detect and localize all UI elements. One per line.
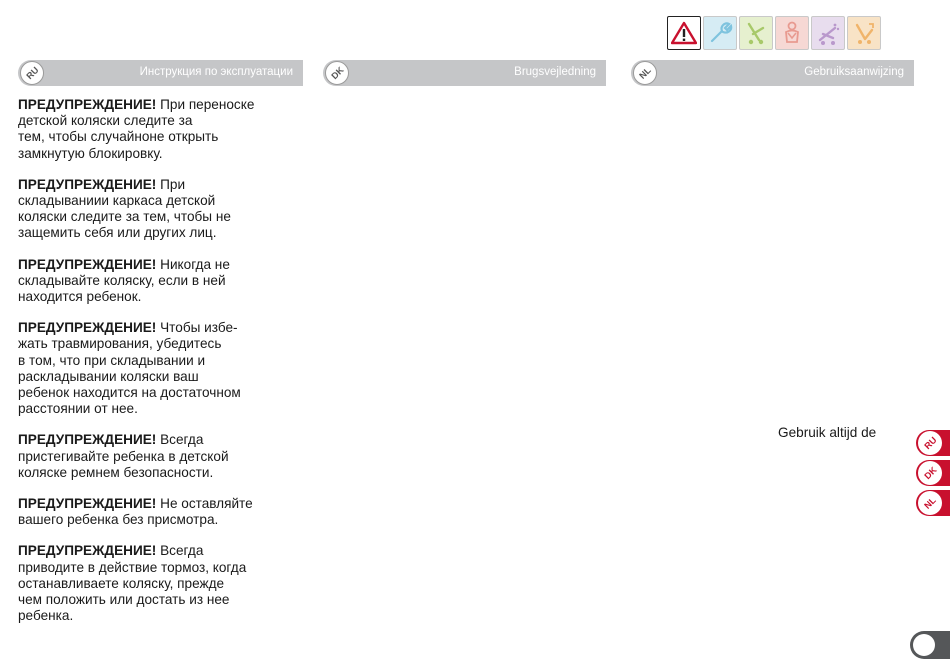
warning-paragraph xyxy=(18,177,303,242)
warning-text: При складываниии каркаса детской коляски следите за тем, чтобы не защемить себя или других лиц. xyxy=(18,176,231,241)
warning-paragraph xyxy=(18,543,303,624)
warning-paragraph xyxy=(18,432,303,481)
lang-badge-nl: NL xyxy=(633,61,657,85)
warning-label: ПРЕДУПРЕЖДЕНИЕ! xyxy=(18,432,157,448)
lang-tab-badge: DK xyxy=(918,461,942,485)
column-header-dk xyxy=(323,60,606,86)
column-title-nl: Gebruiksaanwijzing xyxy=(804,66,904,78)
warning-label: ПРЕДУПРЕЖДЕНИЕ! xyxy=(18,543,157,559)
warning-icon[interactable] xyxy=(667,16,701,50)
wrench-icon[interactable] xyxy=(703,16,737,50)
lang-tab-ru[interactable] xyxy=(916,430,950,456)
warning-text: Всегда пристегивайте ребенка в детской коляске ремнем безопасности. xyxy=(18,432,229,480)
ru-text-column xyxy=(18,97,303,639)
warning-text: Чтобы избе- жать травмирования, убедитесь в том, что при складывании и раскладывании коляски ваш ребенок находится на достаточном расстоянии от нее. xyxy=(18,320,241,417)
column-title-dk: Brugsvejledning xyxy=(514,66,596,78)
warning-label: ПРЕДУПРЕЖДЕНИЕ! xyxy=(18,97,157,112)
page-indicator-dot xyxy=(913,634,935,656)
warning-label: ПРЕДУПРЕЖДЕНИЕ! xyxy=(18,496,157,512)
lang-badge-dk: DK xyxy=(325,61,349,85)
warning-paragraph xyxy=(18,320,303,417)
warning-text: При переноске детской коляски следите за тем, чтобы случайноне открыть замкнутую блокировку. xyxy=(18,97,255,161)
stroller-icon[interactable] xyxy=(739,16,773,50)
warning-label: ПРЕДУПРЕЖДЕНИЕ! xyxy=(18,176,157,192)
lang-tab-badge: NL xyxy=(918,491,942,515)
warning-paragraph xyxy=(18,257,303,306)
warning-text: Не оставляйте вашего ребенка без присмотра. xyxy=(18,496,253,528)
lang-tab-dk[interactable] xyxy=(916,460,950,486)
column-title-ru: Инструкция по эксплуатации xyxy=(139,66,293,78)
column-header-ru xyxy=(18,60,303,86)
warning-paragraph xyxy=(18,97,303,162)
warning-label: ПРЕДУПРЕЖДЕНИЕ! xyxy=(18,320,157,336)
warning-text: Никогда не складывайте коляску, если в ней находится ребенок. xyxy=(18,256,230,305)
icon-strip xyxy=(667,16,883,50)
warning-paragraph xyxy=(18,496,303,528)
cleaning-icon[interactable] xyxy=(811,16,845,50)
column-header-nl xyxy=(631,60,914,86)
lang-tab-badge: RU xyxy=(918,431,942,455)
warning-text: Всегда приводите в действие тормоз, когда останавливаете коляску, прежде чем положить или достать из нее ребенка. xyxy=(18,543,247,624)
warning-label: ПРЕДУПРЕЖДЕНИЕ! xyxy=(18,256,157,272)
lang-badge-ru: RU xyxy=(20,61,44,85)
child-harness-icon[interactable] xyxy=(775,16,809,50)
page-indicator-tab[interactable] xyxy=(910,631,950,659)
stroller-fold-icon[interactable] xyxy=(847,16,881,50)
nl-text-fragment: Gebruik altijd de xyxy=(778,425,877,440)
lang-tab-nl[interactable] xyxy=(916,490,950,516)
